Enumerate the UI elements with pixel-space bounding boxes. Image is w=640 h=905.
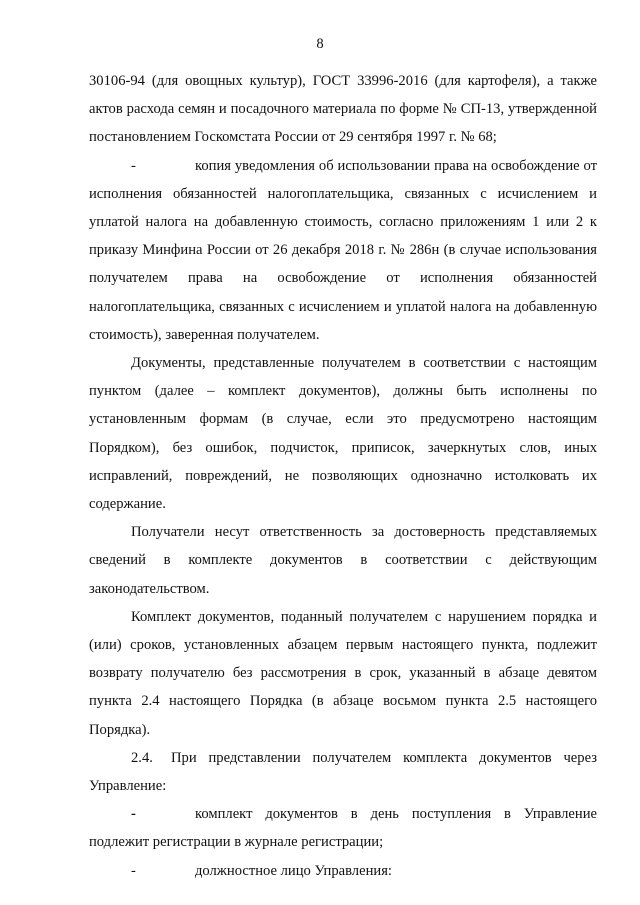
paragraph: Документы, представленные получателем в соответствии с настоящим пунктом (далее – комплект документов), должны быть исполнены по установленным формам (в случае, если это предусмотрено настоящим Порядком), без ошибок, подчисток, приписок, зачеркнутых слов, иных исправлений, повреждений, не позволяющих однозначно истолковать их содержание.: [89, 355, 597, 513]
list-item: [89, 857, 597, 885]
page-number: 8: [316, 36, 324, 52]
clause-number: 2.4.: [131, 749, 153, 766]
list-item-text: копия уведомления об использовании права на освобождение от исполнения обязанностей налогоплательщика, связанных с исчислением и уплатой налога на добавленную стоимость, согласно приложениям 1 или 2 к приказу Минфина России от 26 декабря 2018 г. № 286н (в случае использования получателем права на освобождение от исполнения обязанностей налогоплательщика, связанных с исчислением и уплатой налога на добавленную стоимость), заверенная получателем.: [89, 157, 597, 343]
list-item: [89, 152, 597, 349]
list-dash: -: [131, 862, 136, 879]
document-body: [89, 67, 597, 885]
list-item: [89, 800, 597, 856]
list-item-text: комплект документов в день поступления в Управление подлежит регистрации в журнале регистрации;: [89, 806, 597, 851]
clause-paragraph: [89, 744, 597, 800]
list-item-text: должностное лицо Управления:: [195, 862, 392, 879]
paragraph: Получатели несут ответственность за достоверность представляемых сведений в комплекте документов в соответствии с действующим законодательством.: [89, 524, 597, 597]
list-dash: -: [131, 806, 136, 823]
list-dash: -: [131, 157, 136, 174]
paragraph: Комплект документов, поданный получателем с нарушением порядка и (или) сроков, установленных абзацем первым настоящего пункта, подлежит возврату получателю без рассмотрения в срок, указанный в абзаце девятом пункта 2.4 настоящего Порядка (в абзаце восьмом пункта 2.5 настоящего Порядка).: [89, 608, 597, 738]
paragraph-continuation: 30106-94 (для овощных культур), ГОСТ 33996-2016 (для картофеля), а также актов расхода семян и посадочного материала по форме № СП-13, утвержденной постановлением Госкомстата России от 29 сентября 1997 г. № 68;: [89, 73, 597, 146]
clause-text: При представлении получателем комплекта документов через Управление:: [89, 749, 597, 795]
